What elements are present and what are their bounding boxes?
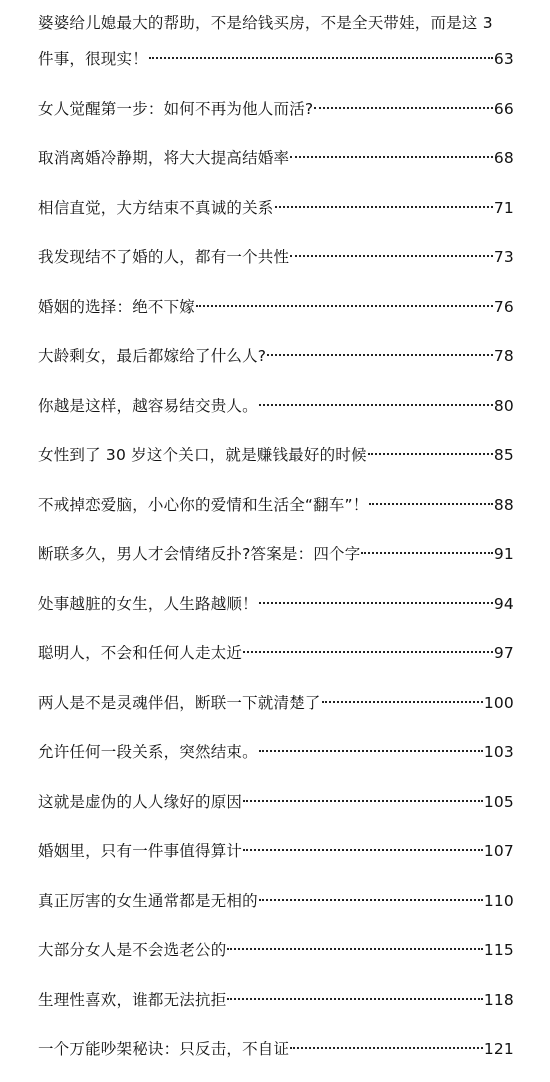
toc-page-number: 68 [493, 149, 514, 167]
toc-page-number: 88 [493, 495, 514, 514]
toc-entry-title: 断联多久，男人才会情绪反扑?答案是：四个字 [38, 545, 361, 563]
toc-entry-title: 大部分女人是不会选老公的 [38, 941, 227, 959]
dot-leader [290, 141, 493, 163]
toc-entry[interactable] [38, 438, 514, 466]
toc-page-number: 63 [493, 50, 514, 68]
toc-entry[interactable] [38, 834, 514, 862]
toc-entry[interactable] [38, 389, 514, 417]
toc-entry-title: 一个万能吵架秘诀：只反击，不自证 [38, 1040, 290, 1058]
dot-leader [290, 240, 493, 262]
dot-leader [275, 191, 493, 213]
toc-entry[interactable] [38, 290, 514, 318]
toc-entry[interactable] [38, 587, 514, 615]
dot-leader [290, 1032, 483, 1054]
toc-page-number: 80 [493, 396, 514, 415]
dot-leader [361, 537, 492, 559]
toc-entry-title: 相信直觉，大方结束不真诚的关系 [38, 198, 274, 217]
dot-leader [314, 92, 493, 114]
toc-entry[interactable] [38, 488, 514, 516]
toc-page-number: 71 [493, 198, 514, 217]
toc-entry[interactable] [38, 1032, 514, 1060]
dot-leader [149, 42, 493, 64]
toc-entry[interactable] [38, 636, 514, 664]
dot-leader [227, 983, 482, 1005]
dot-leader [259, 735, 483, 757]
toc-entry-title: 我发现结不了婚的人，都有一个共性 [38, 248, 290, 266]
toc-entry-title: 这就是虚伪的人人缘好的原因 [38, 792, 243, 811]
toc-page-number: 97 [493, 644, 514, 662]
toc-page-number: 121 [483, 1040, 514, 1058]
toc-page-number: 76 [493, 297, 514, 316]
toc-entry-title: 婚姻里，只有一件事值得算计 [38, 842, 243, 860]
toc-entry[interactable] [38, 141, 514, 169]
toc-page-number: 107 [483, 842, 514, 860]
toc-page-number: 91 [493, 545, 514, 563]
toc-entry-title: 处事越脏的女生，人生路越顺！ [38, 594, 258, 613]
dot-leader [259, 884, 483, 906]
toc-entry-title: 真正厉害的女生通常都是无相的 [38, 891, 258, 910]
dot-leader [259, 587, 493, 609]
toc-entry-title: 生理性喜欢，谁都无法抗拒 [38, 990, 227, 1009]
toc-entry[interactable] [38, 735, 514, 763]
toc-entry-title: 你越是这样，越容易结交贵人。 [38, 396, 258, 415]
toc-entry[interactable] [38, 191, 514, 219]
toc-page-number: 94 [493, 594, 514, 613]
toc-page-number: 66 [493, 99, 514, 118]
table-of-contents [38, 12, 514, 1082]
toc-page-number: 100 [483, 693, 514, 712]
toc-entry[interactable] [38, 884, 514, 912]
toc-page-number: 78 [493, 347, 514, 365]
toc-entry-title: 聪明人，不会和任何人走太近 [38, 644, 243, 662]
dot-leader [322, 686, 483, 708]
toc-entry[interactable] [38, 933, 514, 961]
toc-page-number: 105 [483, 792, 514, 811]
dot-leader [369, 488, 492, 510]
toc-entry-title: 女性到了 30 岁这个关口，就是赚钱最好的时候 [38, 446, 367, 464]
toc-page-number: 115 [483, 941, 514, 959]
toc-page-number: 118 [483, 990, 514, 1009]
toc-entry-title: 取消离婚冷静期，将大大提高结婚率 [38, 149, 290, 167]
toc-entry-title-line1: 婆婆给儿媳最大的帮助，不是给钱买房，不是全天带娃，而是这 3 [38, 14, 493, 32]
toc-entry[interactable] [38, 240, 514, 268]
dot-leader [259, 389, 493, 411]
toc-page-number: 103 [483, 743, 514, 761]
toc-entry[interactable] [38, 686, 514, 714]
toc-entry[interactable] [38, 92, 514, 120]
toc-entry-title: 女人觉醒第一步：如何不再为他人而活? [38, 99, 314, 118]
toc-entry-title: 不戒掉恋爱脑，小心你的爱情和生活全“翻车”！ [38, 495, 369, 514]
dot-leader [196, 290, 493, 312]
dot-leader [368, 438, 493, 460]
dot-leader [267, 339, 493, 361]
toc-page-number: 85 [493, 446, 514, 464]
toc-entry[interactable] [38, 537, 514, 565]
toc-page-number: 73 [493, 248, 514, 266]
toc-entry[interactable] [38, 785, 514, 813]
toc-entry-title: 件事，很现实！ [38, 50, 148, 68]
dot-leader [243, 785, 483, 807]
toc-page-number: 110 [483, 891, 514, 910]
toc-entry-title: 大龄剩女，最后都嫁给了什么人? [38, 347, 267, 365]
toc-entry-title: 婚姻的选择：绝不下嫁 [38, 297, 196, 316]
toc-entry-title: 允许任何一段关系，突然结束。 [38, 743, 258, 761]
dot-leader [243, 636, 493, 658]
toc-entry[interactable] [38, 983, 514, 1011]
toc-entry-title: 两人是不是灵魂伴侣，断联一下就清楚了 [38, 693, 321, 712]
toc-entry[interactable] [38, 12, 514, 70]
toc-entry[interactable] [38, 339, 514, 367]
dot-leader [243, 834, 483, 856]
dot-leader [227, 933, 482, 955]
